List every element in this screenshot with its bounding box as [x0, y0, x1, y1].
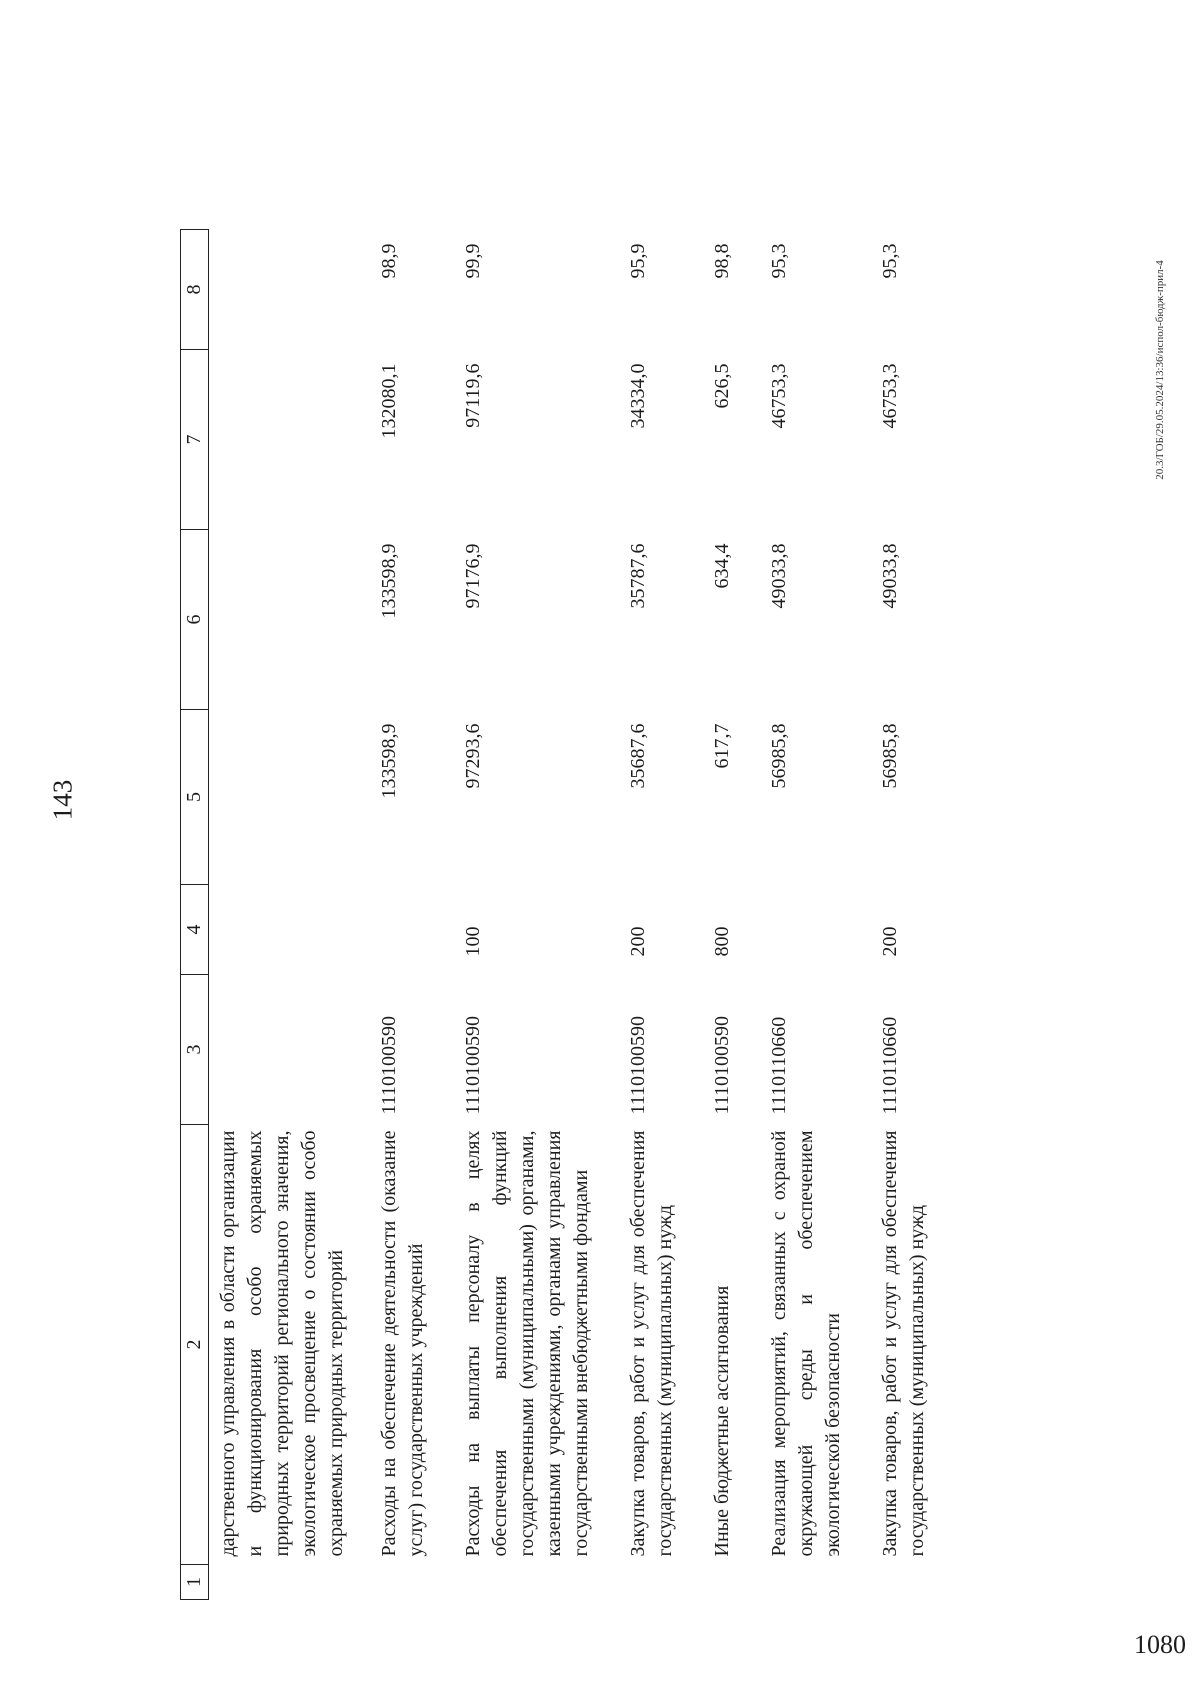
- execution-percent-cell: 98,8: [711, 243, 733, 279]
- approved-amount-cell: [209, 710, 377, 885]
- header-cell: 1: [181, 1565, 209, 1600]
- executed-amount-cell: 34334,0: [627, 363, 649, 429]
- revised-amount-cell: [209, 530, 377, 710]
- row-number-cell: [209, 1565, 377, 1600]
- header-cell: 6: [181, 530, 209, 710]
- approved-amount-cell: 56985,8: [879, 723, 901, 789]
- header-cell: 3: [181, 975, 209, 1125]
- header-cell: 4: [181, 885, 209, 975]
- table-row: [766, 230, 877, 1600]
- revised-amount-cell: 49033,8: [768, 543, 790, 609]
- revised-amount-cell: 133598,9: [378, 543, 400, 619]
- description-cell: Закупка товаров, работ и услуг для обеспечения государственных (муниципальных) нужд: [627, 1130, 676, 1557]
- description-cell: Иные бюджетные ассигнования: [711, 1285, 733, 1557]
- revised-amount-cell: 634,4: [711, 543, 733, 589]
- expense-type-cell: 100: [462, 926, 484, 957]
- execution-percent-cell: 95,9: [627, 243, 649, 279]
- target-article-cell: 1110100590: [378, 1015, 400, 1115]
- table-row: [209, 230, 377, 1600]
- execution-percent-cell: 99,9: [462, 243, 484, 279]
- revised-amount-cell: 49033,8: [879, 543, 901, 609]
- expense-type-cell: 200: [627, 926, 649, 957]
- print-stamp: 20.3/ГОБ/29.05.2024/13:36/испол-бюдж-прил-4: [1154, 260, 1166, 480]
- table-row: [625, 230, 709, 1600]
- expense-type-cell: [209, 885, 377, 975]
- table-row: [709, 230, 766, 1600]
- table-row: [376, 230, 460, 1600]
- target-article-cell: [209, 975, 377, 1125]
- target-article-cell: 1110100590: [462, 1015, 484, 1115]
- revised-amount-cell: 35787,6: [627, 543, 649, 609]
- row-number-cell: [709, 1565, 766, 1600]
- execution-percent-cell: 95,3: [768, 243, 790, 279]
- row-number-cell: [460, 1565, 625, 1600]
- rotated-table-wrapper: [180, 50, 1200, 1600]
- executed-amount-cell: 97119,6: [462, 363, 484, 428]
- expense-type-cell: 800: [711, 926, 733, 957]
- description-cell: Реализация мероприятий, связанных с охраной окружающей среды и обеспечением экологической безопасности: [768, 1130, 844, 1557]
- row-number-cell: [877, 1565, 961, 1600]
- executed-amount-cell: [209, 350, 377, 530]
- execution-percent-cell: 95,3: [879, 243, 901, 279]
- target-article-cell: 1110110660: [768, 1016, 790, 1115]
- executed-amount-cell: 46753,3: [879, 363, 901, 429]
- row-number-cell: [376, 1565, 460, 1600]
- target-article-cell: 1110100590: [627, 1015, 649, 1115]
- executed-amount-cell: 626,5: [711, 363, 733, 409]
- header-cell: 7: [181, 350, 209, 530]
- expense-type-cell: [376, 885, 460, 975]
- target-article-cell: 1110110660: [879, 1016, 901, 1115]
- table-row: [877, 230, 961, 1600]
- header-cell: 5: [181, 710, 209, 885]
- approved-amount-cell: 617,7: [711, 723, 733, 769]
- executed-amount-cell: 46753,3: [768, 363, 790, 429]
- header-row: [181, 230, 209, 1600]
- description-cell: Расходы на выплаты персоналу в целях обеспечения выполнения функций государственными (муниципальными) органами, казенными учреждениями, органами управления государственными внебюджетными фондами: [462, 1130, 592, 1557]
- description-cell: дарственного управления в области организации и функционирования особо охраняемых природных территорий регионального значения, экологическое просвещение о состоянии особо охраняемых природных территорий: [217, 1130, 347, 1557]
- expense-type-cell: 200: [879, 926, 901, 957]
- row-number-cell: [625, 1565, 709, 1600]
- revised-amount-cell: 97176,9: [462, 543, 484, 609]
- target-article-cell: 1110100590: [711, 1015, 733, 1115]
- execution-percent-cell: [209, 230, 377, 350]
- approved-amount-cell: 133598,9: [378, 723, 400, 799]
- approved-amount-cell: 35687,6: [627, 723, 649, 789]
- sheet-number: 1080: [1134, 1630, 1186, 1659]
- table-row: [460, 230, 625, 1600]
- approved-amount-cell: 97293,6: [462, 723, 484, 789]
- expense-type-cell: [766, 885, 877, 975]
- row-number-cell: [766, 1565, 877, 1600]
- header-cell: 2: [181, 1125, 209, 1565]
- header-cell: 8: [181, 230, 209, 350]
- approved-amount-cell: 56985,8: [768, 723, 790, 789]
- description-cell: Закупка товаров, работ и услуг для обеспечения государственных (муниципальных) нужд: [879, 1130, 928, 1557]
- execution-percent-cell: 98,9: [378, 243, 400, 279]
- page-number: 143: [47, 779, 78, 821]
- description-cell: Расходы на обеспечение деятельности (оказание услуг) государственных учреждений: [378, 1130, 427, 1557]
- budget-table: [180, 229, 961, 1600]
- executed-amount-cell: 132080,1: [378, 363, 400, 439]
